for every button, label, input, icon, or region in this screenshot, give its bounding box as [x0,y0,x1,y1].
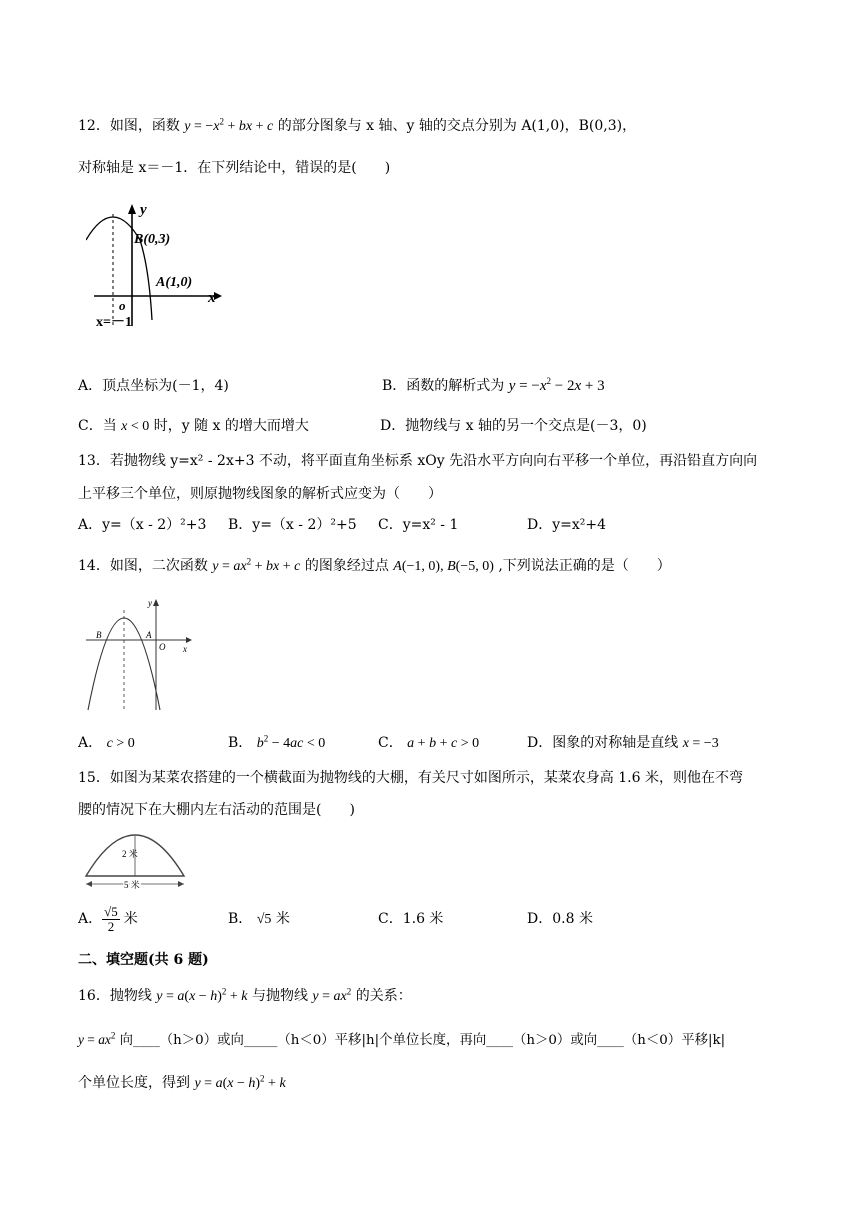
q15-width-arrow-left [86,881,92,887]
q15-option-c: C．1.6 米 [378,911,444,927]
q13-option-c: C．y=x² - 1 [378,517,459,533]
q14-label-a: A [146,630,152,640]
q15-option-b-unit: 米 [275,911,290,927]
q12-option-b-formula: $y = -x^2 - 2x + 3$ [508,376,605,394]
q16-formula-3: $y = ax^2$ [78,1030,116,1047]
q16-stem-middle: 与抛物线 [251,988,308,1004]
q13-option-b: B．y=（x - 2）²+5 [228,517,357,533]
q14-label-x: x [183,644,187,654]
q14-option-b [228,733,325,754]
q15-option-b-formula: √5 [256,912,272,927]
q16-formula-2: $y = ax^2$ [312,986,352,1004]
q13-option-a: A．y=（x - 2）²+3 [78,517,207,533]
q14-option-c [378,733,479,754]
q15-option-a-label: A． [78,911,103,927]
q15-label-width: 5 米 [124,880,140,890]
q16-stem-line2 [78,1030,725,1051]
q14-points: A(−1, 0), B(−5, 0) [393,559,494,574]
q12-label-y: y [140,202,147,218]
q12-label-o: o [119,298,126,313]
q16-stem-line3 [78,1073,286,1094]
q12-option-a: A．顶点坐标为(－1，4) [78,378,229,394]
q16-stem-line1 [78,986,412,1007]
q14-stem [78,556,671,577]
q12-y-arrow [128,204,136,214]
q14-figure [84,596,204,716]
q12-formula: $y = -x^2$ + bx + c [184,116,274,134]
q14-option-a-label: A． [78,735,103,751]
q14-y-arrow [153,599,159,606]
q12-stem-line1 [78,116,636,137]
q16-formula-4: $y = a(x - h)^2 + k$ [194,1073,286,1091]
q12-stem-line2: 对称轴是 x＝－1．在下列结论中，错误的是( ) [78,160,391,176]
q12-stem-suffix: 的部分图象与 x 轴、y 轴的交点分别为 A(1,0)，B(0,3)， [277,118,637,134]
q14-label-y: y [148,598,152,608]
q15-width-arrow-right [178,881,184,887]
q12-label-axis: x=－1 [96,315,132,330]
q12-option-b [382,376,605,396]
q15-option-a-unit: 米 [123,911,138,927]
q16-stem-prefix: 16．抛物线 [78,988,152,1004]
q14-x-arrow [186,637,192,643]
q14-option-d-label: D．图象的对称轴是直线 [527,735,679,751]
q15-stem-line1: 15．如图为某菜农搭建的一个横截面为抛物线的大棚，有关尺寸如图所示，某菜农身高 1.6 米，则他在不弯 [78,770,743,786]
q15-option-d: D．0.8 米 [527,911,593,927]
q14-option-d-formula: x = −3 [682,736,719,751]
q12-label-a: A(1,0) [156,275,193,290]
q14-option-b-label: B． [228,735,253,751]
q12-option-c [78,416,309,437]
q14-option-c-formula: a + b + c > 0 [407,736,480,751]
q14-label-o: O [159,642,166,652]
q14-option-c-label: C． [378,735,403,751]
q12-label-x: x [208,290,216,306]
q16-stem-suffix: 的关系： [355,988,412,1004]
q14-formula: $y = ax^2$ + bx + c [212,556,301,574]
q15-option-a-fraction: $\frac{√5}{2}$ [104,903,118,934]
q14-stem-prefix: 14．如图，二次函数 [78,558,208,574]
q14-option-a [78,733,135,754]
q13-option-d: D．y=x²+4 [527,517,607,533]
q16-formula-1: $y = a(x - h)^2 + k$ [156,986,248,1004]
q15-option-b-label: B． [228,911,253,927]
q15-stem-line2: 腰的情况下在大棚内左右活动的范围是( ) [78,802,355,818]
q14-label-b: B [96,630,102,640]
q14-option-a-formula: c > 0 [106,736,135,751]
q15-figure [80,828,192,890]
q16-blanks-text: 向____（h＞0）或向_____（h＜0）平移|h|个单位长度，再向____（h＞0）或向____（h＜0）平移|k| [119,1033,726,1048]
q16-line3-text: 个单位长度，得到 [78,1075,190,1091]
q12-stem-prefix: 12．如图，函数 [78,118,180,134]
q14-stem-middle: 的图象经过点 [304,558,389,574]
q14-option-d [527,733,719,754]
q12-option-c-formula: x < 0 [121,419,150,434]
q12-option-c-suffix: 时，y 随 x 的增大而增大 [153,418,309,434]
q12-label-b: B(0,3) [134,232,171,247]
q14-option-b-formula: $b^2 - 4ac < 0$ [256,733,326,751]
section-title-fill-in: 二、填空题(共 6 题) [78,952,209,968]
q12-option-d: D．抛物线与 x 轴的另一个交点是(－3，0) [380,418,647,434]
q13-stem-line2: 上平移三个单位，则原抛物线图象的解析式应变为（ ） [78,486,442,502]
q15-option-a [78,902,138,936]
q15-label-height: 2 米 [122,849,138,859]
q15-option-b [228,909,290,930]
q12-option-c-prefix: C．当 [78,418,117,434]
q12-option-b-text: B．函数的解析式为 [382,378,505,394]
q12-figure [86,198,236,338]
q13-stem-line1: 13．若抛物线 y=x² - 2x+3 不动，将平面直角坐标系 xOy 先沿水平方向向右平移一个单位，再沿铅直方向向 [78,453,758,469]
q14-stem-suffix: ,下列说法正确的是（ ） [498,558,671,574]
